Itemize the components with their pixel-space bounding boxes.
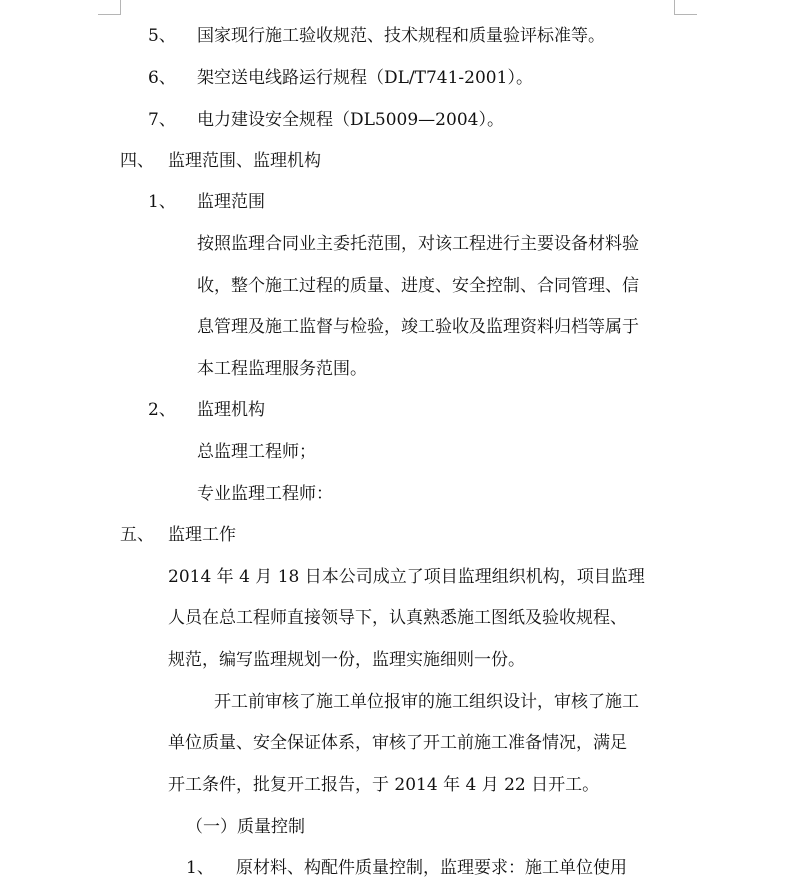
paragraph-line: 单位质量、安全保证体系，审核了开工前施工准备情况，满足 bbox=[168, 733, 627, 753]
subsection-heading: 监理范围 bbox=[197, 192, 265, 212]
subsection-heading: 监理机构 bbox=[197, 400, 265, 420]
list-item-number: 6、 bbox=[148, 68, 176, 88]
list-item-text: 电力建设安全规程（DL5009—2004）。 bbox=[197, 110, 504, 130]
list-item-number: 1、 bbox=[186, 858, 214, 878]
paragraph-line: 规范，编写监理规划一份，监理实施细则一份。 bbox=[168, 650, 525, 670]
paragraph-line: 开工前审核了施工单位报审的施工组织设计，审核了施工 bbox=[214, 692, 639, 712]
margin-corner-mark-right bbox=[674, 0, 697, 15]
paragraph-line: 息管理及施工监督与检验，竣工验收及监理资料归档等属于 bbox=[197, 317, 639, 337]
paragraph-line: 开工条件，批复开工报告，于 2014 年 4 月 22 日开工。 bbox=[168, 775, 600, 795]
subsection-number: 1、 bbox=[148, 192, 176, 212]
paragraph-line: 本工程监理服务范围。 bbox=[197, 359, 367, 379]
margin-corner-mark-left bbox=[98, 0, 121, 15]
subsection-heading: （一）质量控制 bbox=[186, 817, 305, 837]
list-item-number: 5、 bbox=[148, 26, 176, 46]
paragraph-line: 专业监理工程师： bbox=[197, 484, 333, 504]
section-heading: 监理工作 bbox=[168, 525, 236, 545]
paragraph-line: 2014 年 4 月 18 日本公司成立了项目监理组织机构，项目监理 bbox=[168, 567, 645, 587]
paragraph-line: 总监理工程师； bbox=[197, 442, 316, 462]
paragraph-line: 收，整个施工过程的质量、进度、安全控制、合同管理、信 bbox=[197, 276, 639, 296]
list-item-number: 7、 bbox=[148, 110, 176, 130]
list-item-text: 国家现行施工验收规范、技术规程和质量验评标准等。 bbox=[197, 26, 605, 46]
section-heading: 监理范围、监理机构 bbox=[168, 151, 321, 171]
list-item-text: 架空送电线路运行规程（DL/T741-2001）。 bbox=[197, 68, 533, 88]
paragraph-line: 人员在总工程师直接领导下，认真熟悉施工图纸及验收规程、 bbox=[168, 608, 627, 628]
paragraph-line: 按照监理合同业主委托范围，对该工程进行主要设备材料验 bbox=[197, 234, 639, 254]
section-number: 四、 bbox=[120, 151, 154, 171]
section-number: 五、 bbox=[120, 525, 154, 545]
list-item-text: 原材料、构配件质量控制，监理要求：施工单位使用 bbox=[236, 858, 627, 878]
subsection-number: 2、 bbox=[148, 400, 176, 420]
